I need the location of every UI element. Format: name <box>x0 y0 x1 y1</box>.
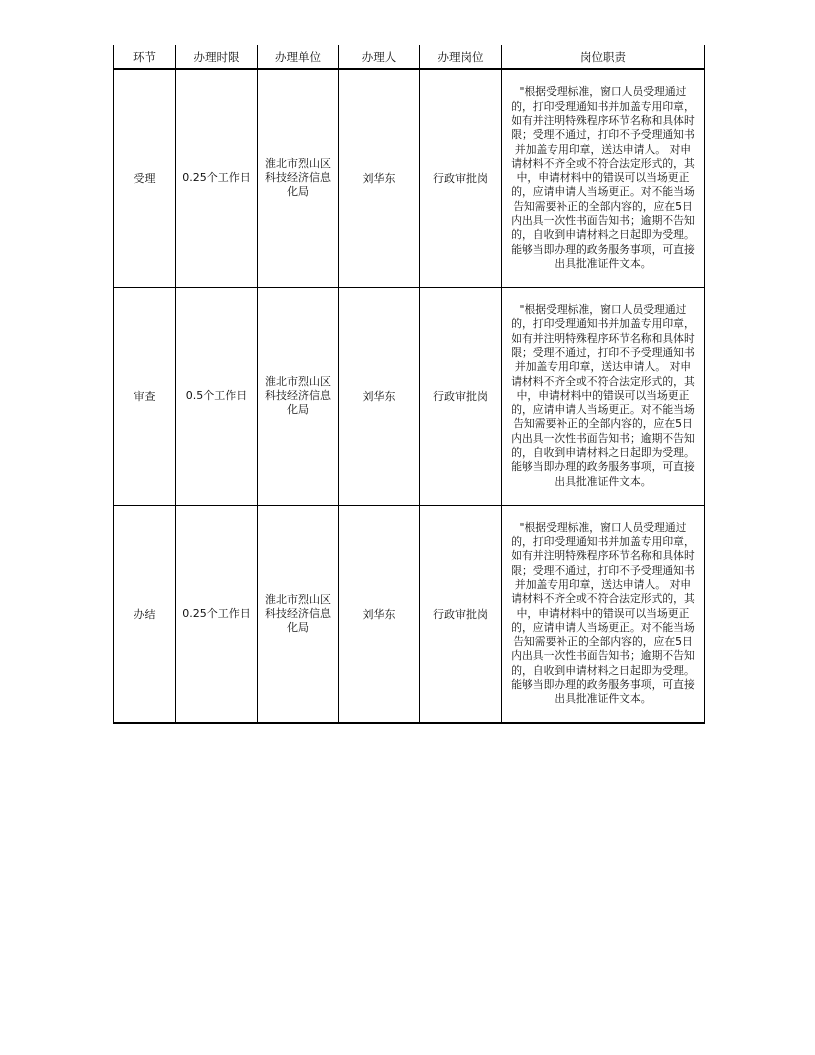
duty-cell: "根据受理标准，窗口人员受理通过的，打印受理通知书并加盖专用印章，如有并注明特殊程序环节名称和具体时限；受理不通过，打印不予受理通知书并加盖专用印章，送达申请人。 对申请材料不齐全或不符合法定形式的，其中，申请材料中的错误可以当场更正的，应请申请人当场更正。对不能当场告知需要补正的全部内容的，应在5日内出具一次性书面告知书；逾期不告知的，自收到申请材料之日起即为受理。能够当即办理的政务服务事项，可直接出具批准证件文本。 <box>502 69 705 287</box>
header-row <box>114 45 705 69</box>
post-cell: 行政审批岗 <box>420 69 502 287</box>
handler-cell: 刘华东 <box>339 287 420 505</box>
header-duty: 岗位职责 <box>502 45 705 69</box>
unit-cell: 淮北市烈山区科技经济信息化局 <box>258 505 339 723</box>
table-row <box>114 69 705 287</box>
header-time-limit: 办理时限 <box>176 45 258 69</box>
stage-cell: 办结 <box>114 505 176 723</box>
header-handler: 办理人 <box>339 45 420 69</box>
time-limit-cell: 0.5个工作日 <box>176 287 258 505</box>
header-stage: 环节 <box>114 45 176 69</box>
header-unit: 办理单位 <box>258 45 339 69</box>
stage-cell: 审查 <box>114 287 176 505</box>
unit-cell: 淮北市烈山区科技经济信息化局 <box>258 287 339 505</box>
stage-cell: 受理 <box>114 69 176 287</box>
handler-cell: 刘华东 <box>339 505 420 723</box>
time-limit-cell: 0.25个工作日 <box>176 505 258 723</box>
duty-cell: "根据受理标准，窗口人员受理通过的，打印受理通知书并加盖专用印章，如有并注明特殊程序环节名称和具体时限；受理不通过，打印不予受理通知书并加盖专用印章，送达申请人。 对申请材料不齐全或不符合法定形式的，其中，申请材料中的错误可以当场更正的，应请申请人当场更正。对不能当场告知需要补正的全部内容的，应在5日内出具一次性书面告知书；逾期不告知的，自收到申请材料之日起即为受理。能够当即办理的政务服务事项，可直接出具批准证件文本。 <box>502 287 705 505</box>
unit-cell: 淮北市烈山区科技经济信息化局 <box>258 69 339 287</box>
post-cell: 行政审批岗 <box>420 505 502 723</box>
handler-cell: 刘华东 <box>339 69 420 287</box>
time-limit-cell: 0.25个工作日 <box>176 69 258 287</box>
table-row <box>114 505 705 723</box>
header-post: 办理岗位 <box>420 45 502 69</box>
post-cell: 行政审批岗 <box>420 287 502 505</box>
process-table <box>113 45 705 724</box>
duty-cell: "根据受理标准，窗口人员受理通过的，打印受理通知书并加盖专用印章，如有并注明特殊程序环节名称和具体时限；受理不通过，打印不予受理通知书并加盖专用印章，送达申请人。 对申请材料不齐全或不符合法定形式的，其中，申请材料中的错误可以当场更正的，应请申请人当场更正。对不能当场告知需要补正的全部内容的，应在5日内出具一次性书面告知书；逾期不告知的，自收到申请材料之日起即为受理。能够当即办理的政务服务事项，可直接出具批准证件文本。 <box>502 505 705 723</box>
table-row <box>114 287 705 505</box>
